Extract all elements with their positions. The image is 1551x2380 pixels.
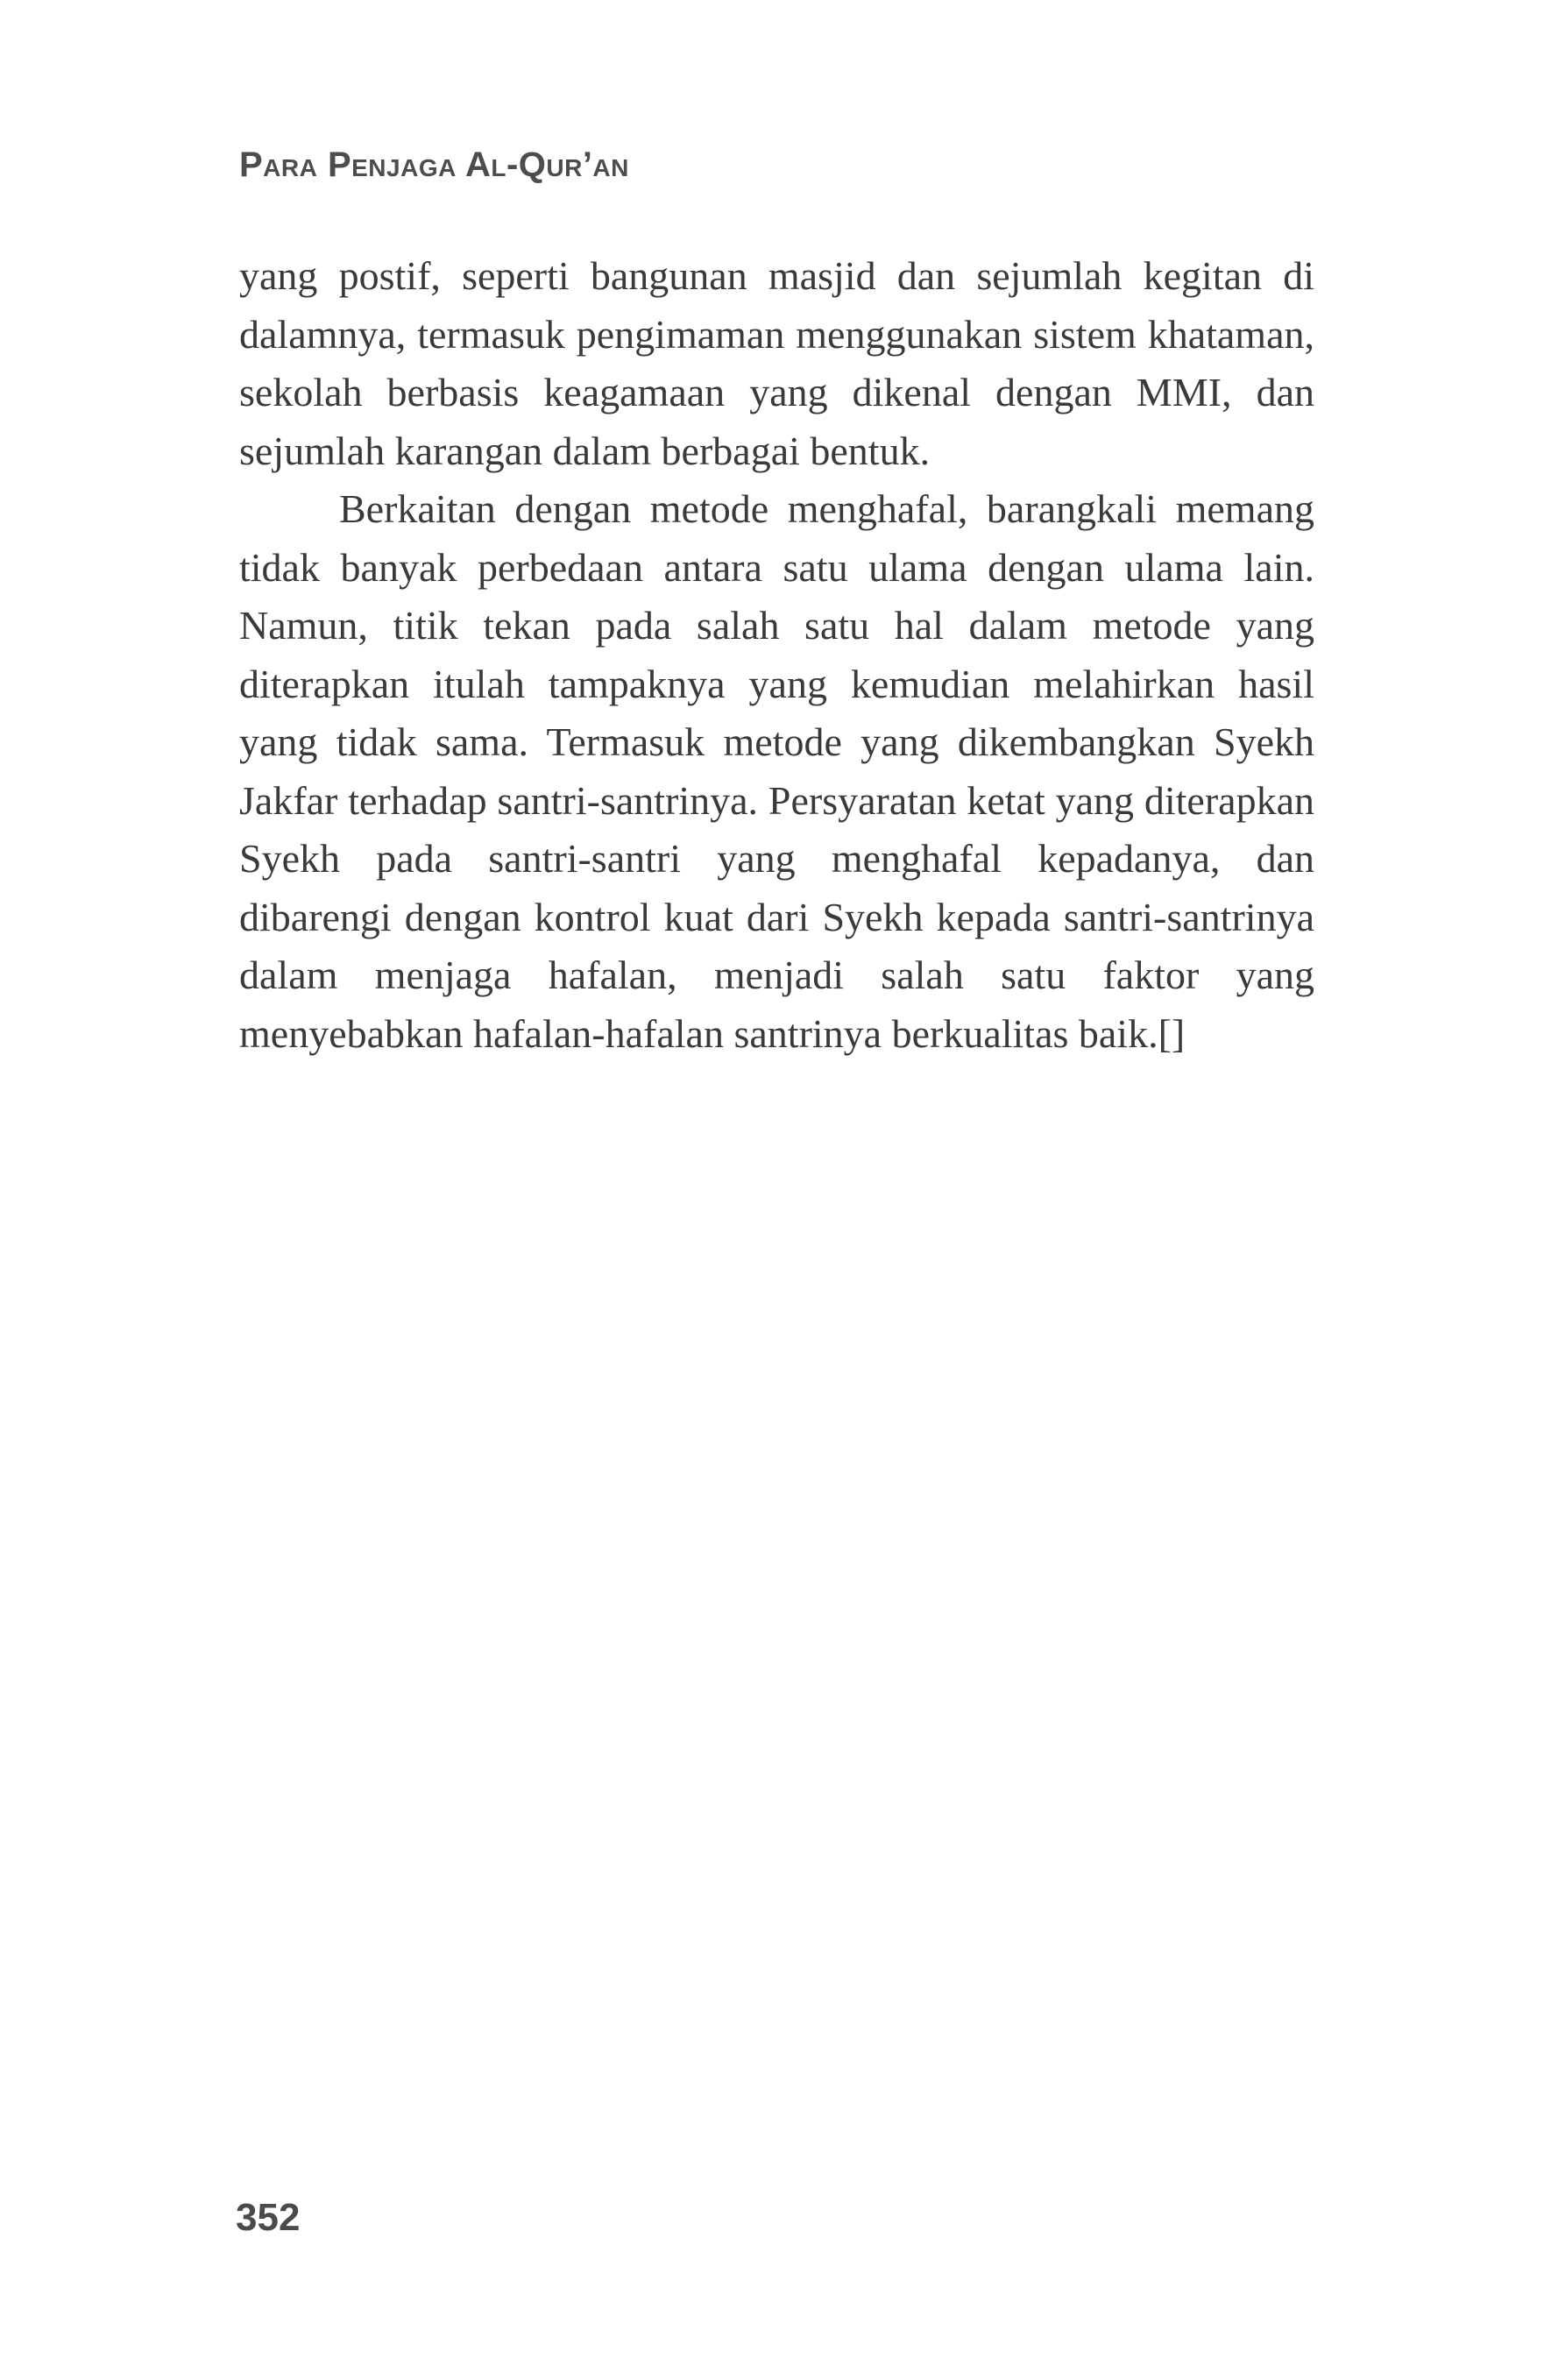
page-number: 352 <box>236 2196 301 2239</box>
paragraph-1: yang postif, seperti bangunan masjid dan sejumlah kegitan di dalamnya, termasuk pengimaman menggunakan sistem khataman, sekolah berbasis keagamaan yang dikenal dengan MMI, dan sejumlah karangan dalam berbagai bentuk. <box>239 253 1314 473</box>
running-head: Para Penjaga Al-Qur’an <box>239 145 629 184</box>
body-text <box>239 247 1314 1063</box>
paragraph-2: Berkaitan dengan metode menghafal, barangkali memang tidak banyak perbedaan antara satu ulama dengan ulama lain. Namun, titik tekan pada salah satu hal dalam metode yang diterapkan itulah tampaknya yang kemudian melahirkan hasil yang tidak sama. Termasuk metode yang dikembangkan Syekh Jakfar terhadap santri-santrinya. Persyaratan ketat yang diterapkan Syekh pada santri-santri yang menghafal kepadanya, dan dibarengi dengan kontrol kuat dari Syekh kepada santri-santrinya dalam menjaga hafalan, menjadi salah satu faktor yang menyebabkan hafalan-hafalan santrinya berkualitas baik.[] <box>239 486 1314 1056</box>
